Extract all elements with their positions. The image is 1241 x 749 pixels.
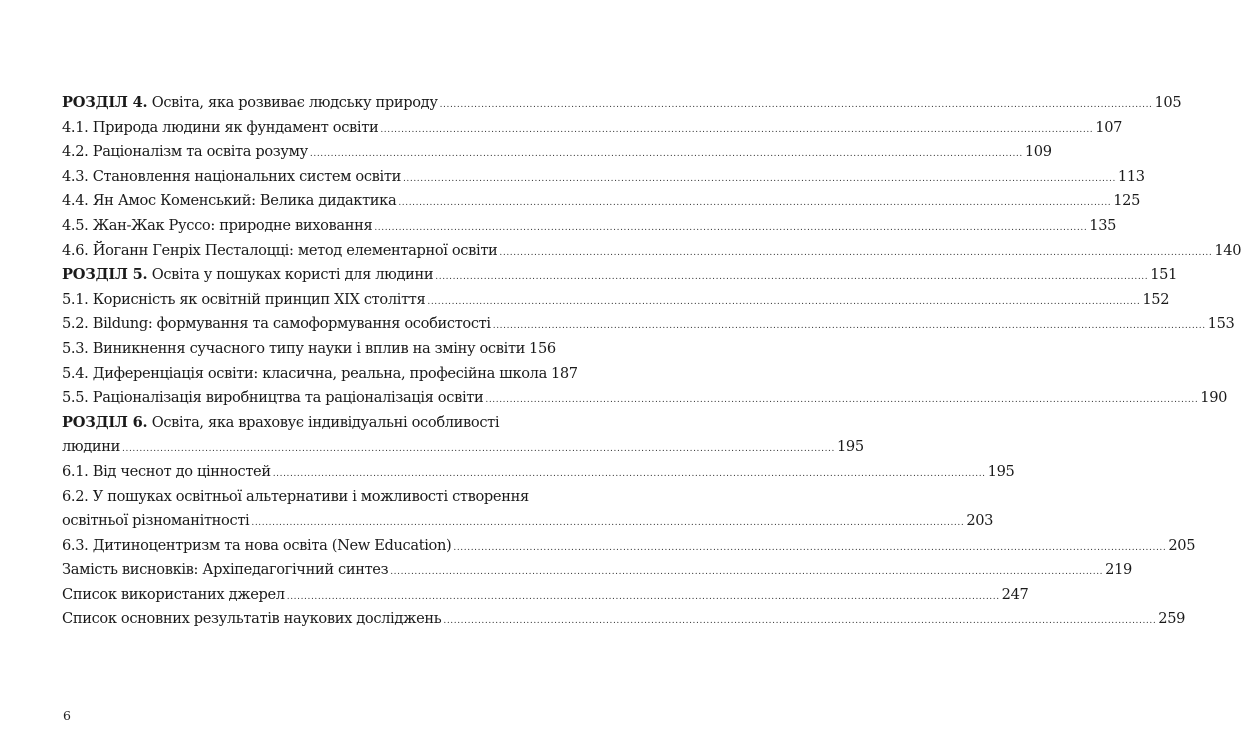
toc-entry-text: 5.3. Виникнення сучасного типу науки і вплив на зміну освіти bbox=[62, 339, 526, 357]
toc-entry-title bbox=[62, 116, 378, 141]
toc-page-number: 156 bbox=[529, 339, 556, 357]
toc-entry bbox=[62, 312, 1235, 337]
toc-page-number: 125 bbox=[1113, 192, 1141, 210]
dot-leader bbox=[122, 437, 835, 462]
table-of-contents bbox=[62, 91, 1241, 632]
toc-entry-text: Список основних результатів наукових досліджень bbox=[62, 610, 442, 628]
dot-leader bbox=[251, 511, 964, 536]
toc-entry-text: Освіта, яка враховує індивідуальні особливості bbox=[147, 413, 500, 431]
toc-chapter-entry bbox=[62, 263, 1178, 288]
toc-entry-text: 4.4. Ян Амос Коменський: Велика дидактика bbox=[62, 192, 397, 210]
dot-leader bbox=[435, 265, 1148, 290]
toc-entry bbox=[62, 239, 1241, 264]
toc-entry bbox=[62, 165, 1145, 190]
toc-page-number: 153 bbox=[1207, 315, 1235, 333]
toc-entry-text: 5.2. Bildung: формування та самоформування особистості bbox=[62, 315, 491, 333]
toc-page-number: 195 bbox=[836, 438, 864, 456]
toc-entry-title bbox=[62, 509, 249, 534]
toc-entry bbox=[62, 116, 1123, 141]
toc-page-number: 247 bbox=[1001, 585, 1029, 603]
dot-leader bbox=[440, 93, 1153, 118]
dot-leader bbox=[427, 290, 1140, 315]
toc-page-number: 195 bbox=[987, 462, 1015, 480]
toc-entry-title bbox=[62, 607, 441, 632]
toc-entry-title bbox=[62, 91, 438, 116]
toc-entry-text: 6.3. Дитиноцентризм та нова освіта (New Education) bbox=[62, 536, 452, 554]
toc-entry-title bbox=[62, 312, 491, 337]
toc-entry-text: 4.5. Жан-Жак Руссо: природне виховання bbox=[62, 216, 373, 234]
chapter-label: РОЗДІЛ 4. bbox=[62, 94, 148, 111]
toc-entry bbox=[62, 607, 1186, 632]
toc-entry bbox=[62, 386, 1228, 411]
page-number: 6 bbox=[63, 708, 71, 723]
dot-leader bbox=[443, 609, 1156, 634]
dot-leader bbox=[310, 142, 1023, 167]
dot-leader bbox=[485, 388, 1198, 413]
toc-entry bbox=[62, 583, 1029, 608]
toc-entry bbox=[62, 362, 578, 387]
toc-page-number: 190 bbox=[1200, 389, 1228, 407]
toc-entry-text: 6.1. Від чеснот до цінностей bbox=[62, 462, 271, 480]
dot-leader bbox=[493, 314, 1206, 339]
toc-entry-title bbox=[62, 165, 401, 190]
toc-entry-text: 4.6. Йоганн Генріх Песталоцці: метод елементарної освіти bbox=[62, 241, 498, 259]
dot-leader bbox=[273, 462, 986, 487]
toc-entry-title bbox=[62, 583, 285, 608]
toc-page-number: 152 bbox=[1142, 290, 1170, 308]
dot-leader bbox=[403, 167, 1116, 192]
toc-entry-text: Освіта, яка розвиває людську природу bbox=[147, 94, 438, 111]
toc-page-number: 151 bbox=[1150, 266, 1178, 284]
toc-entry-title bbox=[62, 337, 525, 362]
chapter-label: РОЗДІЛ 6. bbox=[62, 413, 148, 431]
toc-entry-text: 4.2. Раціоналізм та освіта розуму bbox=[62, 143, 308, 161]
chapter-label: РОЗДІЛ 5. bbox=[62, 266, 148, 284]
dot-leader bbox=[453, 536, 1166, 561]
toc-entry-title bbox=[62, 411, 499, 436]
dot-leader bbox=[380, 118, 1093, 143]
toc-entry bbox=[62, 140, 1052, 165]
toc-entry bbox=[62, 435, 864, 460]
toc-entry bbox=[62, 558, 1132, 583]
toc-entry bbox=[62, 534, 1196, 559]
toc-entry-text: 6.2. У пошуках освітньої альтернативи і можливості створення bbox=[62, 487, 529, 505]
toc-entry-text: освітньої різноманітності bbox=[62, 512, 250, 530]
toc-entry bbox=[62, 337, 556, 362]
toc-entry-title bbox=[62, 263, 433, 288]
toc-page-number: 109 bbox=[1024, 143, 1052, 161]
toc-page-number: 105 bbox=[1154, 94, 1182, 111]
toc-entry-text: 4.3. Становлення національних систем освіти bbox=[62, 167, 401, 185]
toc-entry-title bbox=[62, 362, 547, 387]
toc-entry bbox=[62, 189, 1141, 214]
toc-entry bbox=[62, 509, 994, 534]
toc-chapter-entry bbox=[62, 411, 541, 436]
toc-page-number: 205 bbox=[1168, 536, 1196, 554]
toc-entry-title bbox=[62, 534, 451, 559]
toc-entry-text: Освіта у пошуках користі для людини bbox=[147, 266, 434, 284]
toc-entry-title bbox=[62, 485, 529, 510]
toc-entry-text: 5.1. Корисність як освітній принцип XIX століття bbox=[62, 290, 426, 308]
toc-page-number: 187 bbox=[550, 364, 578, 382]
toc-entry-text: людини bbox=[62, 438, 121, 456]
toc-entry-title bbox=[62, 460, 271, 485]
toc-entry bbox=[62, 288, 1170, 313]
toc-entry-title bbox=[62, 239, 497, 264]
toc-page-number: 203 bbox=[966, 512, 994, 530]
toc-entry-title bbox=[62, 558, 388, 583]
toc-entry-text: Список використаних джерел bbox=[62, 585, 285, 603]
dot-leader bbox=[499, 241, 1212, 266]
toc-entry-text: Замість висновків: Архіпедагогічний синтез bbox=[62, 561, 389, 579]
toc-page-number: 113 bbox=[1117, 167, 1145, 185]
dot-leader bbox=[390, 560, 1103, 585]
dot-leader bbox=[374, 216, 1087, 241]
toc-entry-text: 4.1. Природа людини як фундамент освіти bbox=[62, 118, 379, 136]
toc-entry bbox=[62, 460, 1015, 485]
toc-page-number: 135 bbox=[1089, 216, 1117, 234]
toc-entry bbox=[62, 485, 541, 510]
dot-leader bbox=[398, 191, 1111, 216]
toc-entry-text: 5.4. Диференціація освіти: класична, реальна, професійна школа bbox=[62, 364, 547, 382]
toc-entry-title bbox=[62, 288, 425, 313]
toc-entry-title bbox=[62, 386, 483, 411]
toc-page-number: 219 bbox=[1105, 561, 1132, 579]
toc-page-number: 140 bbox=[1214, 241, 1241, 259]
toc-page-number: 107 bbox=[1095, 118, 1123, 136]
toc-entry-title bbox=[62, 189, 396, 214]
toc-entry bbox=[62, 214, 1117, 239]
toc-page-number: 259 bbox=[1158, 610, 1186, 628]
toc-entry-title bbox=[62, 435, 120, 460]
toc-entry-title bbox=[62, 140, 308, 165]
toc-entry-text: 5.5. Раціоналізація виробництва та раціоналізація освіти bbox=[62, 389, 484, 407]
dot-leader bbox=[287, 585, 1000, 610]
toc-entry-title bbox=[62, 214, 372, 239]
toc-chapter-entry bbox=[62, 91, 1182, 116]
